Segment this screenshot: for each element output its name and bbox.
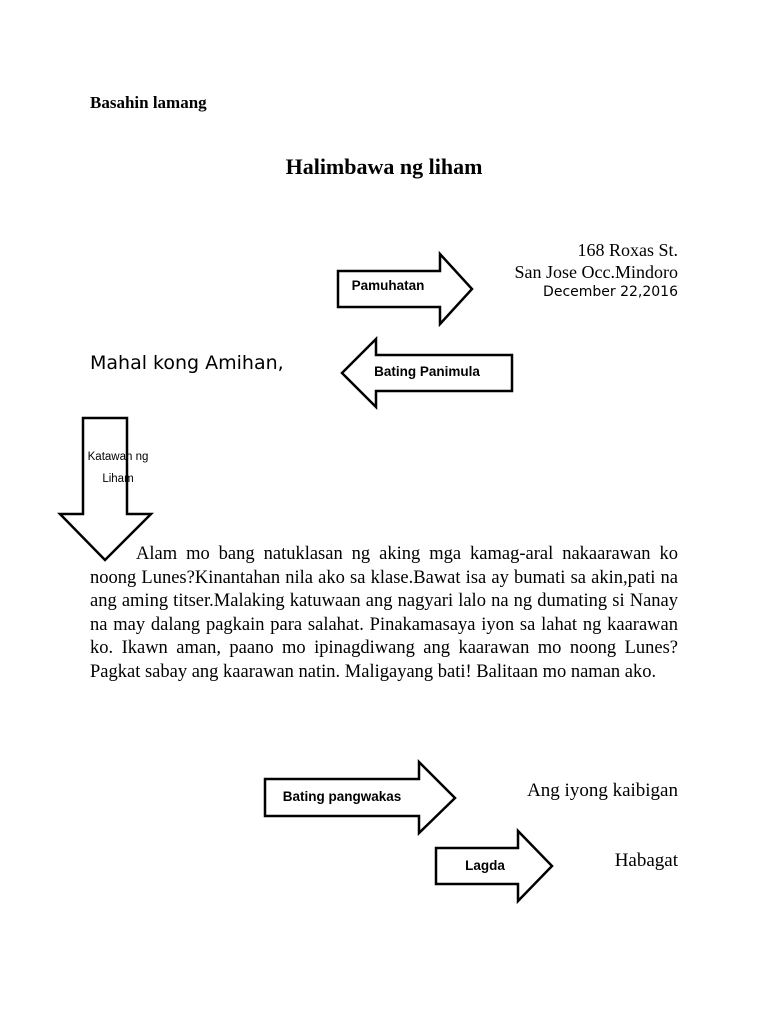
- katawan-arrow: [58, 416, 154, 564]
- signature: Habagat: [614, 850, 678, 871]
- letter-body: Alam mo bang natuklasan ng aking mga kamag-aral nakaarawan ko noong Lunes?Kinantahan nila ako sa klase.Bawat isa ay bumati sa akin,pati na ang aming titser.Malaking katuwaan ang nagyari lalo na ng dumating si Nanay na may dalang pagkain para salahat. Pinakamasaya iyon sa lahat ng kaarawan ko. Ikawn aman, paano mo ipinagdiwang ang kaarawan mo noong Lunes? Pagkat sabay ang kaarawan natin. Maligayang bati! Balitaan mo naman ako.: [90, 544, 678, 682]
- heading-city: San Jose Occ.Mindoro: [514, 262, 678, 282]
- heading-date: December 22,2016: [543, 284, 678, 300]
- instruction-note: Basahin lamang: [90, 93, 207, 112]
- heading-street: 168 Roxas St.: [577, 240, 678, 260]
- complimentary-closing: Ang iyong kaibigan: [527, 780, 678, 801]
- pamuhatan-label: Pamuhatan: [351, 278, 425, 293]
- katawan-label-line2: Liham: [102, 473, 134, 485]
- katawan-label-line1: Katawan ng: [87, 451, 149, 463]
- lagda-label: Lagda: [465, 858, 505, 873]
- page-title: Halimbawa ng liham: [285, 154, 483, 179]
- bating-pangwakas-label: Bating pangwakas: [282, 789, 402, 804]
- bating-panimula-label: Bating Panimula: [374, 364, 480, 379]
- salutation: Mahal kong Amihan,: [90, 352, 284, 374]
